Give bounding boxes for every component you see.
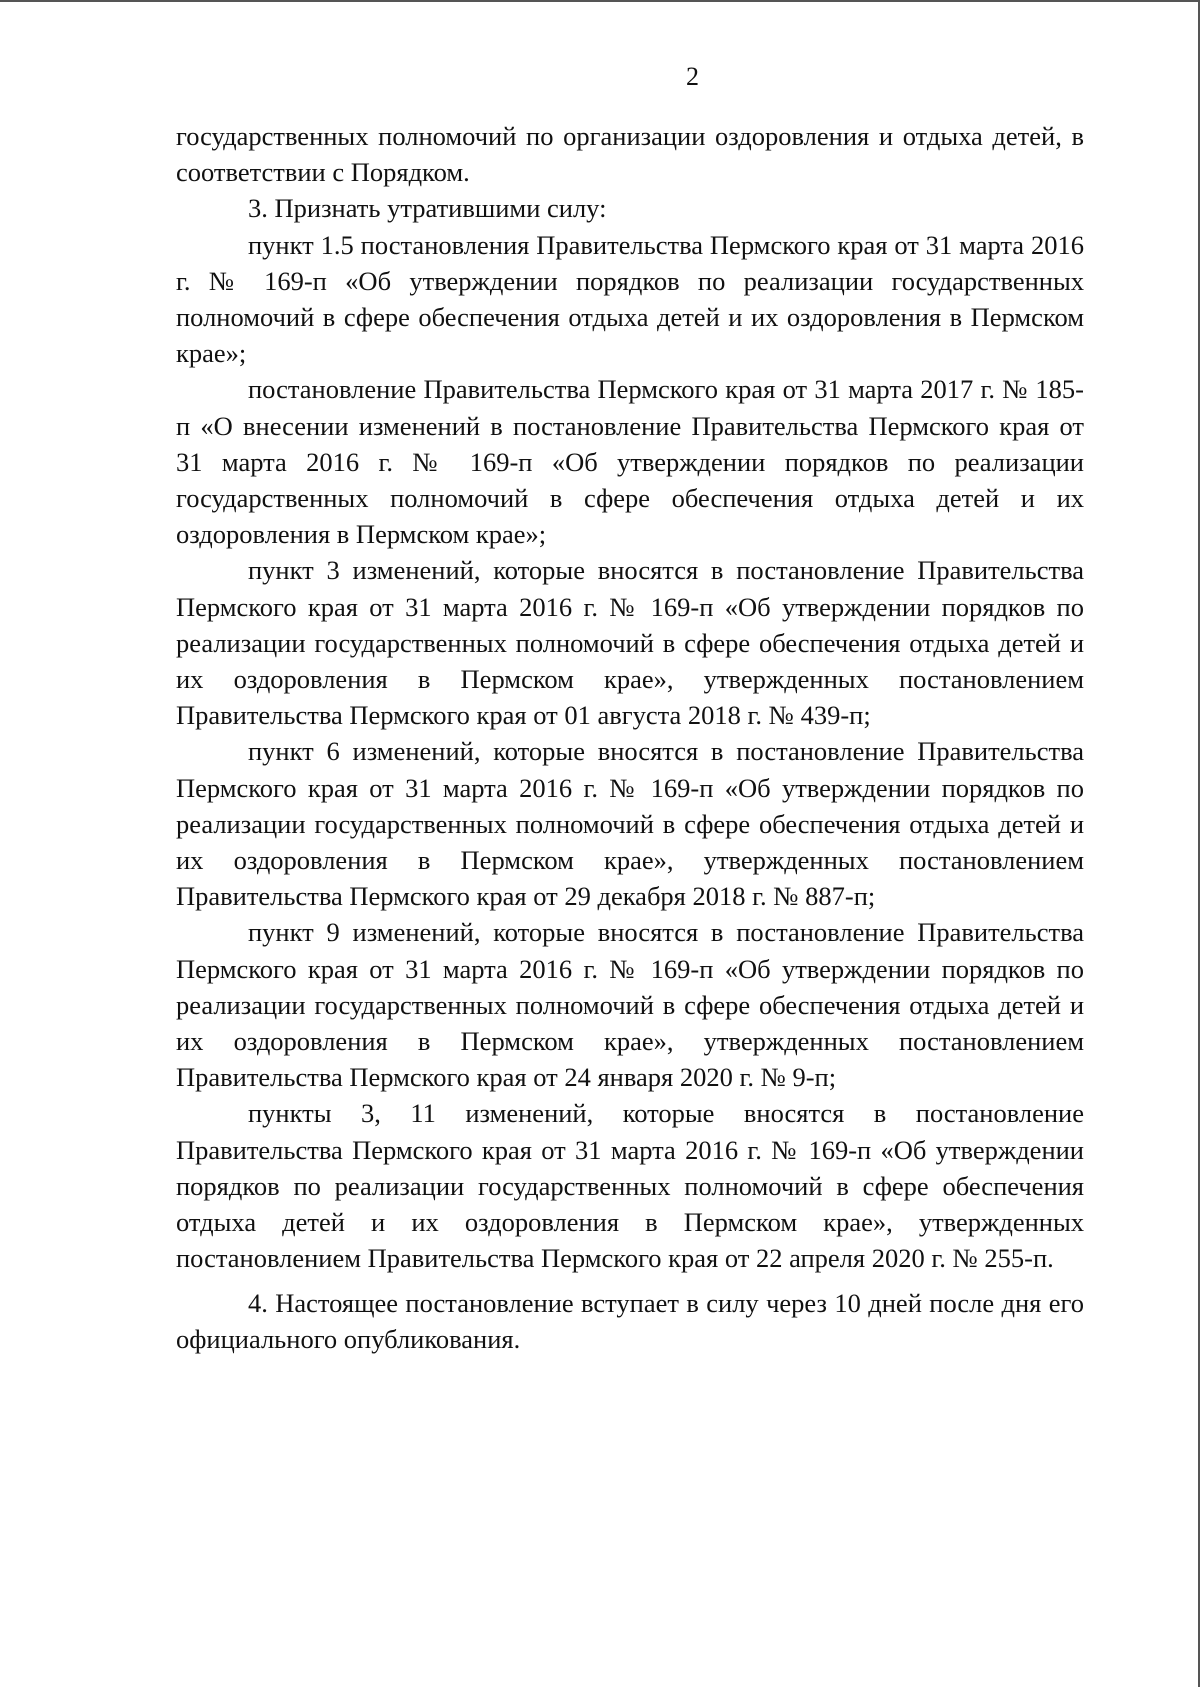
paragraph-repeal-6: пункты 3, 11 изменений, которые вносятся в постановление Правительства Пермского края от 31 марта 2016 г. № 169-п «Об утверждении порядков по реализации государственных полномочий в сфере обеспечения отдыха детей и их оздоровления в Пермском крае», утвержденных постановлением Правительства Пермского края от 22 апреля 2020 г. № 255-п.	[176, 1098, 1084, 1274]
document-body	[176, 118, 1084, 1357]
paragraph-repeal-3: пункт 3 изменений, которые вносятся в постановление Правительства Пермского края от 31 марта 2016 г. № 169-п «Об утверждении порядков по реализации государственных полномочий в сфере обеспечения отдыха детей и их оздоровления в Пермском крае», утвержденных постановлением Правительства Пермского края от 01 августа 2018 г. № 439-п;	[176, 555, 1084, 731]
paragraph-repeal-1: пункт 1.5 постановления Правительства Пермского края от 31 марта 2016 г. № 169-п «Об утверждении порядков по реализации государственных полномочий в сфере обеспечения отдыха детей и их оздоровления в Пермском крае»;	[176, 229, 1084, 369]
paragraph-continuation: государственных полномочий по организации оздоровления и отдыха детей, в соответствии с Порядком.	[176, 121, 1084, 188]
paragraph-item-3-heading: 3. Признать утратившими силу:	[248, 193, 607, 224]
paragraph-repeal-5: пункт 9 изменений, которые вносятся в постановление Правительства Пермского края от 31 марта 2016 г. № 169-п «Об утверждении порядков по реализации государственных полномочий в сфере обеспечения отдыха детей и их оздоровления в Пермском крае», утвержденных постановлением Правительства Пермского края от 24 января 2020 г. № 9-п;	[176, 917, 1084, 1093]
paragraph-item-4: 4. Настоящее постановление вступает в силу через 10 дней после дня его официального опубликования.	[176, 1287, 1084, 1354]
page-number: 2	[686, 62, 699, 91]
paragraph-repeal-2: постановление Правительства Пермского края от 31 марта 2017 г. № 185-п «О внесении изменений в постановление Правительства Пермского края от 31 марта 2016 г. № 169-п «Об утверждении порядков по реализации государственных полномочий в сфере обеспечения отдыха детей и их оздоровления в Пермском крае»;	[176, 374, 1084, 550]
paragraph-repeal-4: пункт 6 изменений, которые вносятся в постановление Правительства Пермского края от 31 марта 2016 г. № 169-п «Об утверждении порядков по реализации государственных полномочий в сфере обеспечения отдыха детей и их оздоровления в Пермском крае», утвержденных постановлением Правительства Пермского края от 29 декабря 2018 г. № 887-п;	[176, 736, 1084, 912]
